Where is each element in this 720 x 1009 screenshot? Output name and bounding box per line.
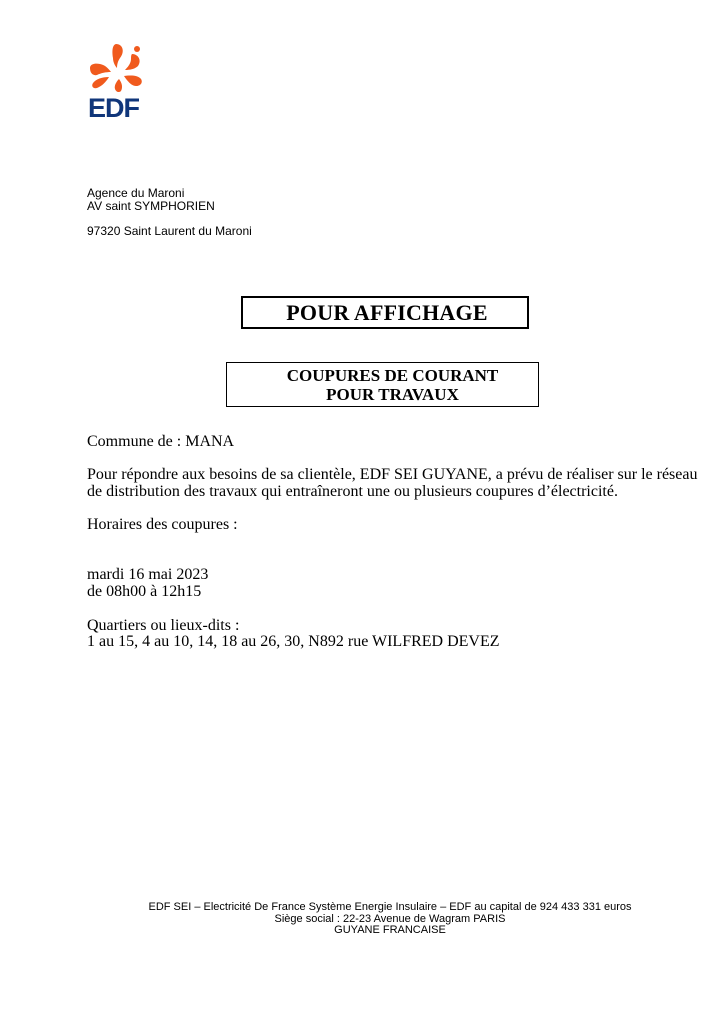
edf-logo-text: EDF: [88, 93, 139, 123]
footer-region: GUYANE FRANCAISE: [334, 924, 446, 936]
agency-city: 97320 Saint Laurent du Maroni: [87, 224, 252, 238]
agency-name: Agence du Maroni: [87, 186, 185, 200]
intro-paragraph-line1: Pour répondre aux besoins de sa clientèle, EDF SEI GUYANE, a prévu de réaliser sur le réseau: [87, 466, 698, 483]
footer-company: EDF SEI – Electricité De France Système Energie Insulaire – EDF au capital de 924 433 331 euros: [148, 901, 632, 913]
display-banner: [241, 296, 529, 329]
banner-title: POUR AFFICHAGE: [286, 299, 488, 325]
schedule-heading: Horaires des coupures :: [87, 516, 238, 533]
areas-heading: Quartiers ou lieux-dits :: [87, 617, 240, 634]
commune-line: Commune de : MANA: [87, 433, 235, 450]
footer-headquarters: Siège social : 22-23 Avenue de Wagram PARIS: [274, 913, 506, 925]
areas-list: 1 au 15, 4 au 10, 14, 18 au 26, 30, N892 rue WILFRED DEVEZ: [87, 633, 500, 650]
outage-time: de 08h00 à 12h15: [87, 583, 202, 600]
outage-date: mardi 16 mai 2023: [87, 566, 209, 583]
notice-line2: POUR TRAVAUX: [326, 385, 459, 404]
intro-paragraph-line2: de distribution des travaux qui entraîneront une ou plusieurs coupures d’électricité.: [87, 483, 618, 500]
agency-street: AV saint SYMPHORIEN: [87, 199, 215, 213]
notice-box: [226, 362, 539, 407]
edf-logo: [86, 42, 148, 124]
notice-line1: COUPURES DE COURANT: [286, 366, 499, 385]
